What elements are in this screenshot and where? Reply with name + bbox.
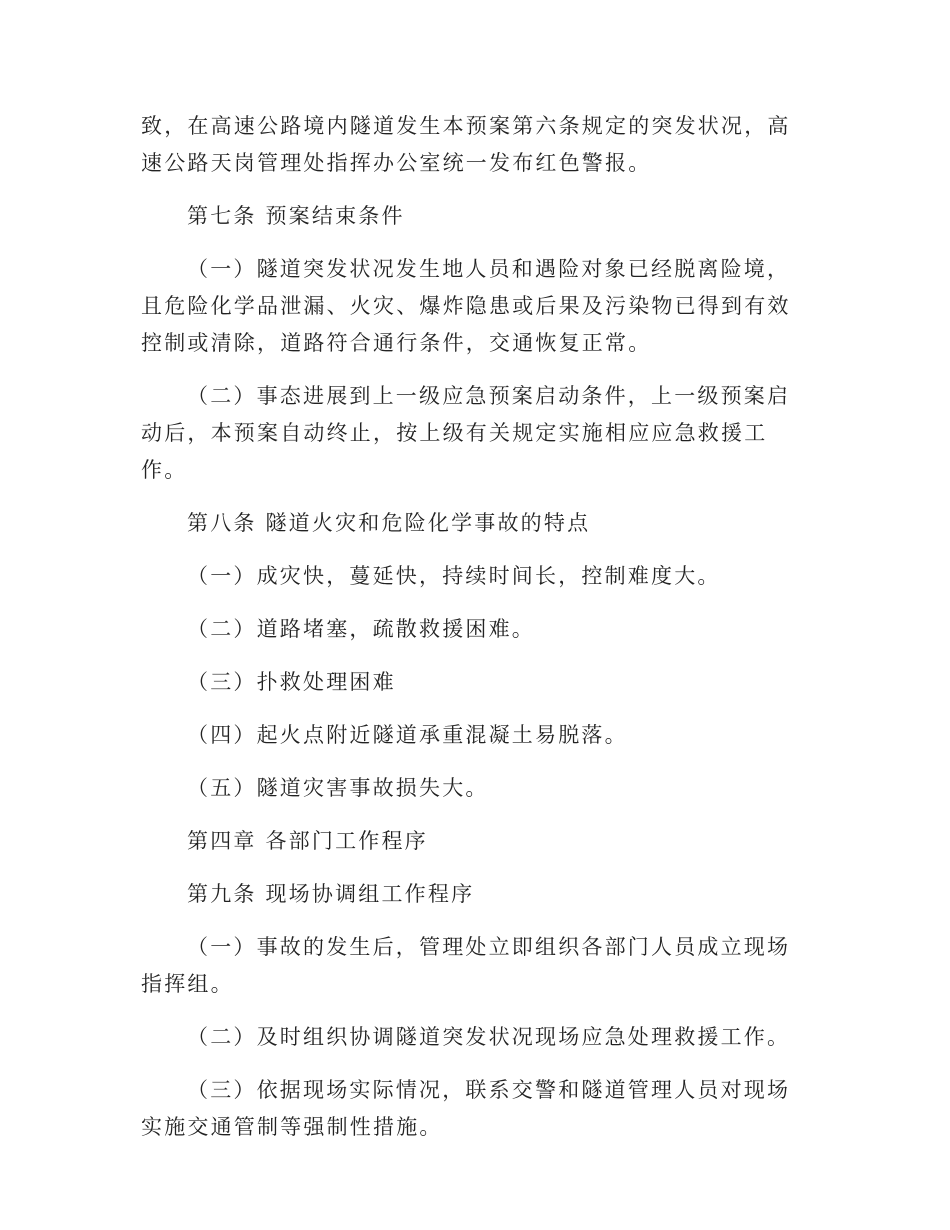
article-7-item-1: （一）隧道突发状况发生地人员和遇险对象已经脱离险境，且危险化学品泄漏、火灾、爆炸隐患或后果及污染物已得到有效控制或清除，道路符合通行条件，交通恢复正常。 — [141, 257, 791, 355]
chapter-heading-4: 第四章 各部门工作程序 — [187, 829, 428, 853]
article-heading-9: 第九条 现场协调组工作程序 — [187, 882, 475, 906]
article-9-item-2: （二）及时组织协调隧道突发状况现场应急处理救援工作。 — [187, 1025, 791, 1049]
article-8-item-3: （三）扑救处理困难 — [187, 670, 396, 694]
article-8-item-2: （二）道路堵塞，疏散救援困难。 — [187, 617, 535, 641]
article-8-item-1: （一）成灾快，蔓延快，持续时间长，控制难度大。 — [187, 564, 721, 588]
article-9-item-3: （三）依据现场实际情况，联系交警和隧道管理人员对现场实施交通管制等强制性措施。 — [141, 1078, 791, 1139]
document-body — [141, 108, 801, 1162]
article-7-item-2: （二）事态进展到上一级应急预案启动条件，上一级预案启动后，本预案自动终止，按上级有关规定实施相应应急救援工作。 — [141, 384, 791, 482]
article-heading-7: 第七条 预案结束条件 — [187, 204, 405, 228]
article-heading-8: 第八条 隧道火灾和危险化学事故的特点 — [187, 511, 591, 535]
paragraph-continuation: 致，在高速公路境内隧道发生本预案第六条规定的突发状况，高速公路天岗管理处指挥办公室统一发布红色警报。 — [141, 114, 791, 175]
article-8-item-4: （四）起火点附近隧道承重混凝土易脱落。 — [187, 723, 628, 747]
article-8-item-5: （五）隧道灾害事故损失大。 — [187, 776, 489, 800]
article-9-item-1: （一）事故的发生后，管理处立即组织各部门人员成立现场指挥组。 — [141, 935, 791, 996]
